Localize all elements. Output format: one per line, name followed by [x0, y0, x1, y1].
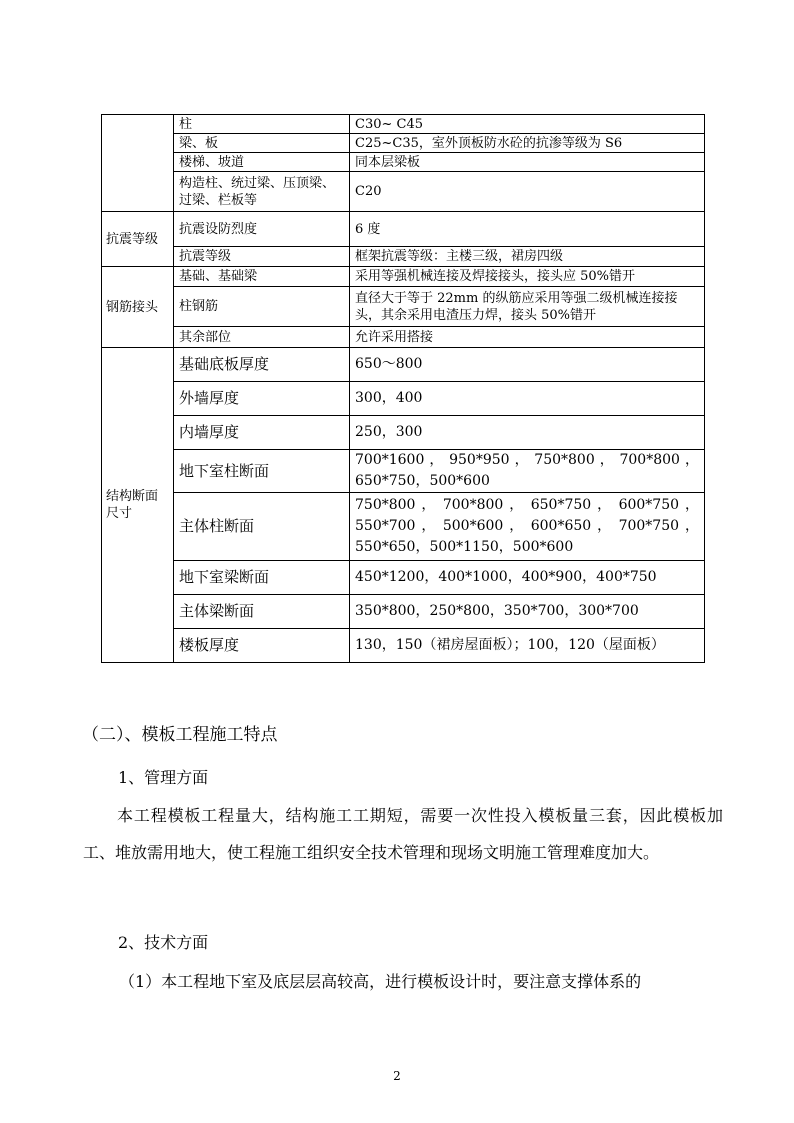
- management-paragraph: 本工程模板工程量大，结构施工工期短，需要一次性投入模板量三套，因此模板加工、堆放需用地大，使工程施工组织安全技术管理和现场文明施工管理难度加大。: [83, 806, 723, 862]
- value-cell: C30~ C45: [350, 115, 705, 134]
- item-cell: 构造柱、统过梁、压顶梁、过梁、栏板等: [174, 172, 350, 212]
- value-cell: C20: [350, 172, 705, 212]
- group-label-cell: 抗震等级: [102, 212, 174, 267]
- value-cell: 650～800: [350, 348, 705, 382]
- subsection-heading-technical: 2、技术方面: [118, 933, 209, 952]
- value-cell: 采用等强机械连接及焊接接头，接头应 50%错开: [350, 267, 705, 287]
- value-cell: 450*1200，400*1000，400*900，400*750: [350, 561, 705, 595]
- item-cell: 地下室柱断面: [174, 450, 350, 493]
- table-row: [102, 348, 705, 382]
- table-row: [102, 595, 705, 629]
- value-cell: 允许采用搭接: [350, 327, 705, 348]
- table-row: [102, 287, 705, 327]
- table-row: [102, 212, 705, 247]
- value-cell: C25~C35，室外顶板防水砼的抗渗等级为 S6: [350, 134, 705, 153]
- table-row: [102, 247, 705, 267]
- value-cell: 6 度: [350, 212, 705, 247]
- group-label-cell: 钢筋接头: [102, 267, 174, 348]
- table-row: [102, 172, 705, 212]
- section-heading: （二）、模板工程施工特点: [82, 725, 278, 745]
- value-cell: 300，400: [350, 382, 705, 416]
- group-label-cell: [102, 115, 174, 212]
- value-cell: 250，300: [350, 416, 705, 450]
- item-cell: 抗震设防烈度: [174, 212, 350, 247]
- item-cell: 其余部位: [174, 327, 350, 348]
- item-cell: 基础底板厚度: [174, 348, 350, 382]
- item-cell: 主体梁断面: [174, 595, 350, 629]
- technical-paragraph: （1）本工程地下室及底层层高较高，进行模板设计时，要注意支撑体系的: [119, 972, 642, 991]
- subsection-heading-management: 1、管理方面: [118, 768, 209, 787]
- table-row: [102, 134, 705, 153]
- table-row: [102, 115, 705, 134]
- spec-table: [101, 114, 705, 663]
- table-row: [102, 493, 705, 561]
- table-row: [102, 450, 705, 493]
- item-cell: 地下室梁断面: [174, 561, 350, 595]
- item-cell: 基础、基础梁: [174, 267, 350, 287]
- item-cell: 梁、板: [174, 134, 350, 153]
- item-cell: 楼板厚度: [174, 629, 350, 663]
- value-cell: 直径大于等于 22mm 的纵筋应采用等强二级机械连接接头，其余采用电渣压力焊，接头 50%错开: [350, 287, 705, 327]
- value-cell: 130，150（裙房屋面板）；100，120（屋面板）: [350, 629, 705, 663]
- page-number: 2: [393, 1069, 401, 1083]
- item-cell: 内墙厚度: [174, 416, 350, 450]
- table-row: [102, 629, 705, 663]
- table-row: [102, 382, 705, 416]
- table-row: [102, 153, 705, 172]
- item-cell: 柱钢筋: [174, 287, 350, 327]
- table-row: [102, 561, 705, 595]
- table-row: [102, 416, 705, 450]
- value-cell: 750*800 ， 700*800 ， 650*750 ， 600*750 ， 550*700 ， 500*600 ， 600*650 ， 700*750 ， 550*650，500*1150，500*600: [350, 493, 705, 561]
- item-cell: 柱: [174, 115, 350, 134]
- value-cell: 同本层梁板: [350, 153, 705, 172]
- item-cell: 抗震等级: [174, 247, 350, 267]
- table-row: [102, 327, 705, 348]
- item-cell: 外墙厚度: [174, 382, 350, 416]
- value-cell: 350*800，250*800，350*700，300*700: [350, 595, 705, 629]
- value-cell: 框架抗震等级：主楼三级，裙房四级: [350, 247, 705, 267]
- value-cell: 700*1600 ， 950*950 ， 750*800 ， 700*800 ， 650*750，500*600: [350, 450, 705, 493]
- group-label-cell: 结构断面尺寸: [102, 348, 174, 663]
- table-row: [102, 267, 705, 287]
- item-cell: 楼梯、坡道: [174, 153, 350, 172]
- item-cell: 主体柱断面: [174, 493, 350, 561]
